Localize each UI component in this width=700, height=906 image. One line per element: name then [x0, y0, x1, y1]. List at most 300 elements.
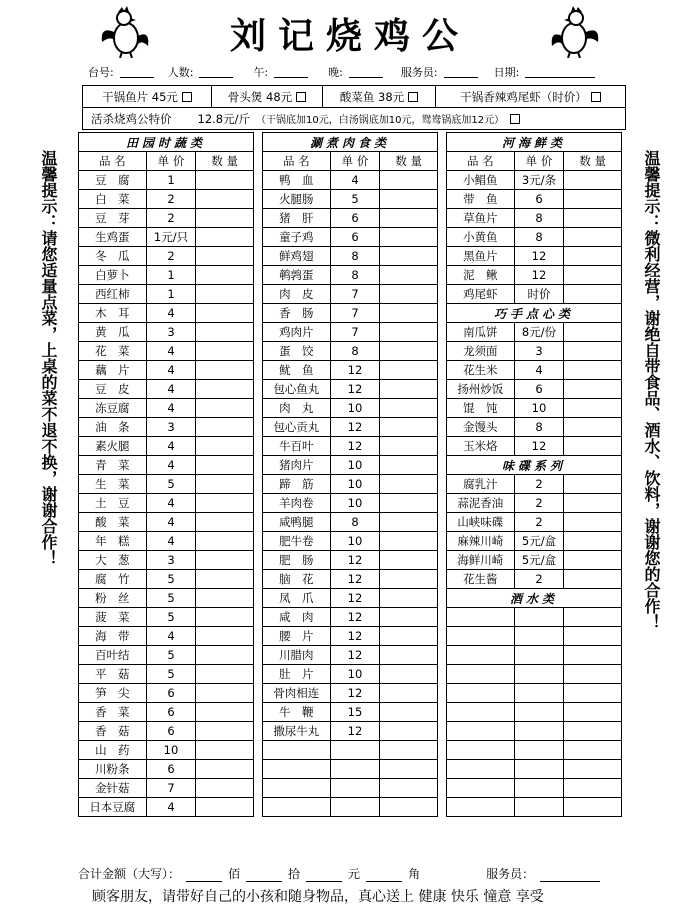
empty-cell — [447, 779, 515, 798]
footer-waiter-field[interactable] — [540, 869, 600, 882]
item-qty-input[interactable] — [196, 399, 254, 418]
empty-cell — [447, 608, 515, 627]
item-name: 花生米 — [447, 361, 515, 380]
item-price: 3 — [514, 342, 564, 361]
item-name: 泥 鳅 — [447, 266, 515, 285]
table-row — [263, 475, 438, 494]
empty-cell[interactable] — [564, 722, 622, 741]
item-name: 腐乳汁 — [447, 475, 515, 494]
item-qty-input[interactable] — [380, 703, 438, 722]
item-name: 馄 饨 — [447, 399, 515, 418]
item-qty-input[interactable] — [380, 342, 438, 361]
checkbox[interactable] — [591, 92, 601, 102]
checkbox[interactable] — [408, 92, 418, 102]
tip-left: 温馨提示：请您适量点菜，上桌的菜不退不换，谢谢合作！ — [39, 150, 58, 566]
item-qty-input[interactable] — [196, 247, 254, 266]
item-name: 龙须面 — [447, 342, 515, 361]
empty-cell[interactable] — [564, 760, 622, 779]
item-price: 6 — [330, 209, 380, 228]
item-qty-input[interactable] — [196, 608, 254, 627]
checkbox[interactable] — [182, 92, 192, 102]
item-price: 12 — [514, 266, 564, 285]
item-name: 香 菇 — [79, 722, 147, 741]
item-price: 12 — [330, 608, 380, 627]
empty-cell[interactable] — [564, 741, 622, 760]
table-row — [447, 684, 622, 703]
item-qty-input[interactable] — [380, 380, 438, 399]
hundred-field[interactable] — [186, 869, 222, 882]
item-qty-input[interactable] — [564, 323, 622, 342]
item-price: 5 — [146, 589, 196, 608]
item-price: 4 — [146, 304, 196, 323]
empty-cell[interactable] — [380, 760, 438, 779]
col-header-name: 品 名 — [263, 152, 331, 171]
item-price: 2 — [514, 570, 564, 589]
item-price: 4 — [146, 437, 196, 456]
empty-cell[interactable] — [564, 608, 622, 627]
item-qty-input[interactable] — [380, 475, 438, 494]
item-name: 花生酱 — [447, 570, 515, 589]
table-row — [263, 266, 438, 285]
item-qty-input[interactable] — [380, 418, 438, 437]
item-qty-input[interactable] — [564, 551, 622, 570]
item-price: 6 — [146, 684, 196, 703]
item-name: 冻豆腐 — [79, 399, 147, 418]
item-qty-input[interactable] — [380, 437, 438, 456]
item-name: 素火腿 — [79, 437, 147, 456]
item-price: 6 — [146, 760, 196, 779]
item-qty-input[interactable] — [380, 494, 438, 513]
item-qty-input[interactable] — [564, 494, 622, 513]
item-qty-input[interactable] — [196, 627, 254, 646]
item-qty-input[interactable] — [380, 247, 438, 266]
table-row — [79, 475, 254, 494]
table-no-field[interactable] — [120, 66, 154, 78]
item-qty-input[interactable] — [380, 456, 438, 475]
item-name: 黑鱼片 — [447, 247, 515, 266]
table-row — [79, 551, 254, 570]
item-qty-input[interactable] — [564, 171, 622, 190]
table-row — [79, 703, 254, 722]
item-qty-input[interactable] — [196, 323, 254, 342]
item-price: 5 — [146, 570, 196, 589]
empty-cell — [263, 760, 331, 779]
item-qty-input[interactable] — [564, 399, 622, 418]
item-qty-input[interactable] — [380, 684, 438, 703]
item-name: 带 鱼 — [447, 190, 515, 209]
yuan-label: 元 — [348, 867, 361, 881]
empty-cell — [514, 722, 564, 741]
table-row — [79, 304, 254, 323]
empty-cell — [514, 798, 564, 817]
item-qty-input[interactable] — [196, 304, 254, 323]
item-price: 6 — [146, 722, 196, 741]
special-chicken-note: （干锅底加10元，白汤锅底加10元，鸳鸯锅底加12元） — [255, 115, 505, 126]
waiter-field[interactable] — [444, 66, 478, 78]
item-qty-input[interactable] — [196, 684, 254, 703]
item-qty-input[interactable] — [196, 361, 254, 380]
item-qty-input[interactable] — [196, 475, 254, 494]
item-qty-input[interactable] — [564, 570, 622, 589]
item-name: 大 葱 — [79, 551, 147, 570]
item-name: 笋 尖 — [79, 684, 147, 703]
table-row — [263, 570, 438, 589]
date-field[interactable] — [525, 66, 595, 78]
empty-cell — [263, 779, 331, 798]
empty-cell — [447, 741, 515, 760]
item-price: 12 — [330, 589, 380, 608]
table-row — [79, 608, 254, 627]
empty-cell — [514, 627, 564, 646]
table-row — [263, 589, 438, 608]
item-qty-input[interactable] — [380, 285, 438, 304]
item-price: 1元/只 — [146, 228, 196, 247]
table-row — [263, 418, 438, 437]
checkbox[interactable] — [296, 92, 306, 102]
item-qty-input[interactable] — [196, 228, 254, 247]
item-qty-input[interactable] — [380, 171, 438, 190]
item-price: 2 — [146, 209, 196, 228]
item-qty-input[interactable] — [380, 665, 438, 684]
item-name: 鹌鹑蛋 — [263, 266, 331, 285]
table-row — [447, 532, 622, 551]
empty-cell[interactable] — [564, 646, 622, 665]
table-row — [447, 247, 622, 266]
item-name: 花 菜 — [79, 342, 147, 361]
table-no-label: 台号: — [88, 66, 114, 79]
table-row — [79, 418, 254, 437]
item-qty-input[interactable] — [196, 779, 254, 798]
item-name: 牛 鞭 — [263, 703, 331, 722]
empty-cell — [330, 760, 380, 779]
item-price: 10 — [146, 741, 196, 760]
item-price: 8 — [514, 418, 564, 437]
table-row — [447, 209, 622, 228]
table-row — [263, 665, 438, 684]
jiao-field[interactable] — [366, 869, 402, 882]
item-qty-input[interactable] — [380, 304, 438, 323]
item-qty-input[interactable] — [380, 627, 438, 646]
empty-cell[interactable] — [380, 741, 438, 760]
table-row — [447, 513, 622, 532]
item-qty-input[interactable] — [196, 209, 254, 228]
table-row — [79, 228, 254, 247]
item-qty-input[interactable] — [380, 722, 438, 741]
item-qty-input[interactable] — [564, 228, 622, 247]
item-name: 肚 片 — [263, 665, 331, 684]
item-price: 10 — [330, 475, 380, 494]
item-qty-input[interactable] — [196, 551, 254, 570]
empty-cell — [514, 646, 564, 665]
table-row — [79, 570, 254, 589]
item-qty-input[interactable] — [380, 532, 438, 551]
item-name: 酸 菜 — [79, 513, 147, 532]
item-price: 6 — [146, 703, 196, 722]
item-qty-input[interactable] — [564, 532, 622, 551]
item-price: 10 — [514, 399, 564, 418]
item-name: 豆 腐 — [79, 171, 147, 190]
table-row — [79, 760, 254, 779]
table-row — [263, 684, 438, 703]
item-price: 7 — [330, 285, 380, 304]
item-price: 4 — [146, 361, 196, 380]
item-price: 12 — [330, 551, 380, 570]
table-row — [79, 399, 254, 418]
item-qty-input[interactable] — [196, 589, 254, 608]
table-row — [263, 228, 438, 247]
table-row — [79, 646, 254, 665]
table-row — [79, 437, 254, 456]
people-field[interactable] — [199, 66, 233, 78]
item-name: 猪肉片 — [263, 456, 331, 475]
item-name: 青 菜 — [79, 456, 147, 475]
table-row — [263, 209, 438, 228]
item-qty-input[interactable] — [380, 323, 438, 342]
table-row — [447, 779, 622, 798]
footer-slogan: 顾客朋友，请带好自己的小孩和随身物品，真心送上 健康 快乐 憧意 享受 — [92, 889, 544, 905]
item-qty-input[interactable] — [380, 646, 438, 665]
table-row — [79, 722, 254, 741]
item-price: 3 — [146, 551, 196, 570]
item-name: 山峡味碟 — [447, 513, 515, 532]
noon-label: 午: — [253, 66, 269, 79]
order-header-fields — [88, 64, 668, 80]
item-price: 7 — [330, 323, 380, 342]
item-price: 2 — [146, 247, 196, 266]
item-qty-input[interactable] — [380, 190, 438, 209]
item-name: 撒尿牛丸 — [263, 722, 331, 741]
footer-total — [78, 865, 600, 882]
table-row — [79, 589, 254, 608]
empty-cell[interactable] — [380, 798, 438, 817]
table-row — [263, 513, 438, 532]
item-qty-input[interactable] — [380, 228, 438, 247]
col-header-qty: 数 量 — [564, 152, 622, 171]
item-name: 山 药 — [79, 741, 147, 760]
item-price: 5 — [146, 608, 196, 627]
item-qty-input[interactable] — [564, 361, 622, 380]
item-qty-input[interactable] — [380, 570, 438, 589]
item-qty-input[interactable] — [196, 665, 254, 684]
table-row — [447, 722, 622, 741]
item-price: 10 — [330, 532, 380, 551]
item-qty-input[interactable] — [196, 532, 254, 551]
empty-cell — [330, 798, 380, 817]
item-price: 12 — [330, 627, 380, 646]
item-price: 10 — [330, 665, 380, 684]
item-price: 10 — [330, 399, 380, 418]
table-row — [79, 798, 254, 817]
item-price: 12 — [514, 247, 564, 266]
item-name: 生鸡蛋 — [79, 228, 147, 247]
item-price: 10 — [330, 456, 380, 475]
item-price: 8 — [514, 209, 564, 228]
empty-cell — [330, 741, 380, 760]
table-row — [263, 285, 438, 304]
item-price: 4 — [146, 494, 196, 513]
table-row — [263, 399, 438, 418]
section-title: 味碟系列 — [447, 456, 622, 475]
item-qty-input[interactable] — [196, 703, 254, 722]
item-name: 豆 皮 — [79, 380, 147, 399]
table-row — [79, 456, 254, 475]
item-qty-input[interactable] — [380, 589, 438, 608]
item-price: 12 — [330, 684, 380, 703]
item-qty-input[interactable] — [564, 513, 622, 532]
item-price: 6 — [330, 228, 380, 247]
special-item[interactable]: 干锅香辣鸡尾虾（时价） — [436, 86, 625, 107]
table-row — [263, 646, 438, 665]
item-name: 年 糕 — [79, 532, 147, 551]
item-qty-input[interactable] — [564, 342, 622, 361]
noon-field[interactable] — [274, 66, 308, 78]
item-qty-input[interactable] — [564, 285, 622, 304]
item-qty-input[interactable] — [564, 247, 622, 266]
empty-cell — [447, 627, 515, 646]
item-price: 1 — [146, 285, 196, 304]
item-qty-input[interactable] — [196, 266, 254, 285]
item-name: 火腿肠 — [263, 190, 331, 209]
item-price: 7 — [146, 779, 196, 798]
empty-cell — [447, 684, 515, 703]
item-name: 腰 片 — [263, 627, 331, 646]
table-row — [263, 551, 438, 570]
table-row — [447, 228, 622, 247]
checkbox[interactable] — [510, 114, 520, 124]
item-name: 白萝卜 — [79, 266, 147, 285]
item-price: 3 — [146, 323, 196, 342]
special-item[interactable]: 酸菜鱼 38元 — [323, 86, 436, 107]
item-name: 咸鸭腿 — [263, 513, 331, 532]
item-qty-input[interactable] — [196, 646, 254, 665]
item-price: 4 — [514, 361, 564, 380]
yuan-field[interactable] — [306, 869, 342, 882]
item-qty-input[interactable] — [196, 342, 254, 361]
item-qty-input[interactable] — [380, 361, 438, 380]
evening-field[interactable] — [349, 66, 383, 78]
item-price: 时价 — [514, 285, 564, 304]
empty-cell[interactable] — [564, 798, 622, 817]
item-qty-input[interactable] — [380, 266, 438, 285]
special-item[interactable]: 骨头煲 48元 — [212, 86, 323, 107]
empty-cell[interactable] — [380, 779, 438, 798]
item-name: 麻辣川崎 — [447, 532, 515, 551]
table-row — [263, 304, 438, 323]
item-name: 鸭 血 — [263, 171, 331, 190]
item-qty-input[interactable] — [564, 266, 622, 285]
table-row — [263, 437, 438, 456]
item-qty-input[interactable] — [564, 209, 622, 228]
date-label: 日期: — [493, 66, 520, 79]
section-title: 河海鲜类 — [447, 133, 622, 152]
table-row — [79, 532, 254, 551]
empty-cell[interactable] — [564, 779, 622, 798]
empty-cell — [263, 798, 331, 817]
special-item[interactable]: 干锅鱼片 45元 — [83, 86, 212, 107]
table-row — [447, 703, 622, 722]
table-row — [263, 798, 438, 817]
item-name: 金馒头 — [447, 418, 515, 437]
special-chicken-price: 12.8元/斤 — [197, 111, 250, 126]
item-qty-input[interactable] — [196, 760, 254, 779]
item-name: 豆 芽 — [79, 209, 147, 228]
item-qty-input[interactable] — [196, 456, 254, 475]
item-qty-input[interactable] — [196, 285, 254, 304]
table-row — [263, 456, 438, 475]
ten-label: 拾 — [288, 867, 301, 881]
table-row — [79, 741, 254, 760]
item-qty-input[interactable] — [196, 494, 254, 513]
empty-cell — [447, 703, 515, 722]
item-name: 冬 瓜 — [79, 247, 147, 266]
empty-cell[interactable] — [564, 703, 622, 722]
empty-cell — [330, 779, 380, 798]
page-title: 刘记烧鸡公 — [229, 16, 470, 57]
item-qty-input[interactable] — [196, 190, 254, 209]
table-row — [447, 266, 622, 285]
empty-cell[interactable] — [564, 684, 622, 703]
item-qty-input[interactable] — [564, 190, 622, 209]
item-name: 牛百叶 — [263, 437, 331, 456]
item-qty-input[interactable] — [380, 513, 438, 532]
item-price: 8 — [330, 247, 380, 266]
item-qty-input[interactable] — [196, 171, 254, 190]
item-qty-input[interactable] — [196, 380, 254, 399]
item-qty-input[interactable] — [564, 380, 622, 399]
item-qty-input[interactable] — [564, 418, 622, 437]
item-name: 童子鸡 — [263, 228, 331, 247]
item-qty-input[interactable] — [380, 209, 438, 228]
empty-cell[interactable] — [564, 665, 622, 684]
item-price: 5元/盒 — [514, 551, 564, 570]
section-title: 酒水类 — [447, 589, 622, 608]
item-price: 12 — [330, 437, 380, 456]
item-price: 5元/盒 — [514, 532, 564, 551]
item-qty-input[interactable] — [196, 798, 254, 817]
table-row — [263, 361, 438, 380]
item-name: 小黄鱼 — [447, 228, 515, 247]
table-row — [447, 380, 622, 399]
item-qty-input[interactable] — [196, 722, 254, 741]
item-name: 咸 肉 — [263, 608, 331, 627]
table-row — [447, 190, 622, 209]
item-qty-input[interactable] — [380, 551, 438, 570]
table-row — [447, 342, 622, 361]
table-row — [263, 608, 438, 627]
item-qty-input[interactable] — [380, 608, 438, 627]
table-row — [263, 532, 438, 551]
empty-cell[interactable] — [564, 627, 622, 646]
table-row — [447, 551, 622, 570]
item-price: 7 — [330, 304, 380, 323]
item-price: 4 — [330, 171, 380, 190]
item-price: 4 — [146, 513, 196, 532]
ten-field[interactable] — [246, 869, 282, 882]
col-header-name: 品 名 — [447, 152, 515, 171]
item-qty-input[interactable] — [564, 475, 622, 494]
item-qty-input[interactable] — [196, 741, 254, 760]
item-qty-input[interactable] — [196, 570, 254, 589]
item-price: 5 — [146, 475, 196, 494]
item-name: 凤 爪 — [263, 589, 331, 608]
item-qty-input[interactable] — [196, 437, 254, 456]
item-qty-input[interactable] — [564, 437, 622, 456]
item-price: 2 — [514, 513, 564, 532]
item-qty-input[interactable] — [196, 513, 254, 532]
section-title: 巧手点心类 — [447, 304, 622, 323]
item-qty-input[interactable] — [380, 399, 438, 418]
item-qty-input[interactable] — [196, 418, 254, 437]
